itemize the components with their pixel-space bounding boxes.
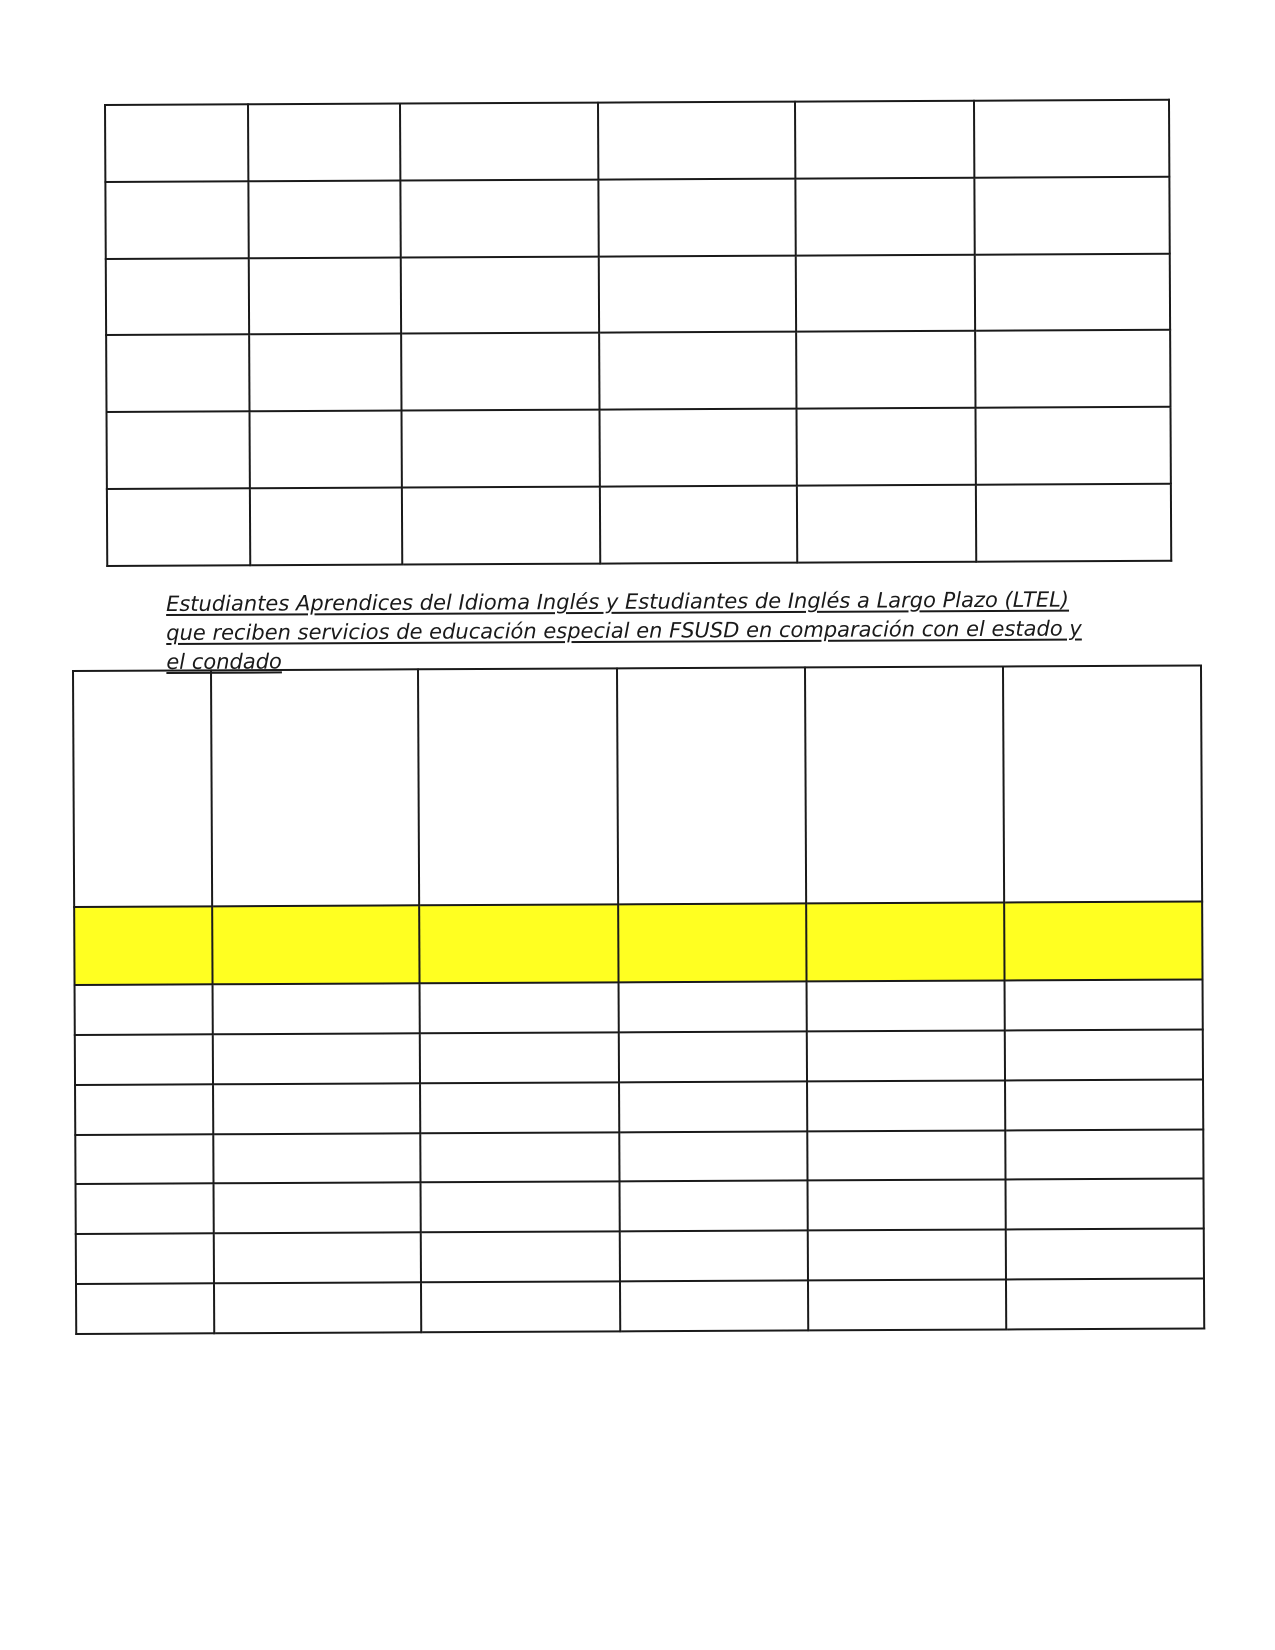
table-caption — [166, 585, 1146, 677]
header-cell — [211, 669, 419, 906]
table-row — [106, 330, 1170, 412]
table-cell — [1005, 1129, 1203, 1180]
table-cell — [75, 1084, 213, 1134]
header-cell — [73, 670, 212, 907]
table-cell — [105, 104, 248, 182]
table-cell — [400, 103, 599, 181]
table-cell — [421, 1132, 620, 1183]
table-cell — [600, 486, 796, 564]
table-row — [76, 1229, 1204, 1284]
table-cell — [213, 984, 420, 1035]
table-cell — [420, 983, 619, 1034]
table-cell — [600, 332, 796, 410]
table-cell — [421, 1232, 620, 1283]
table-cell — [599, 178, 795, 256]
table-cell — [619, 1031, 808, 1082]
table-row — [76, 1179, 1204, 1234]
table-cell — [975, 330, 1170, 408]
table-cell — [796, 485, 976, 563]
table-cell — [975, 407, 1170, 485]
table-row — [105, 177, 1169, 259]
highlighted-cell — [807, 902, 1005, 981]
table-cell — [808, 1180, 1006, 1231]
table-cell — [249, 334, 402, 412]
table-cell — [1006, 1229, 1204, 1280]
table-row — [105, 100, 1169, 182]
table-cell — [75, 1134, 213, 1184]
table-cell — [213, 1083, 420, 1134]
table-cell — [1005, 1079, 1203, 1130]
highlighted-cell — [1004, 901, 1202, 980]
header-cell — [805, 666, 1004, 903]
table-cell — [214, 1183, 421, 1234]
table-cell — [105, 181, 248, 259]
highlighted-row — [74, 901, 1202, 985]
table-cell — [807, 1080, 1005, 1131]
table-cell — [76, 1234, 214, 1284]
caption-line: el condado — [166, 649, 282, 674]
table-cell — [250, 488, 403, 566]
table-row — [107, 484, 1171, 566]
table-cell — [599, 255, 795, 333]
table-row — [75, 1029, 1203, 1084]
table-cell — [213, 1033, 420, 1084]
table-cell — [213, 1133, 420, 1184]
table-cell — [808, 1230, 1006, 1281]
table-cell — [795, 178, 975, 256]
table-cell — [76, 1283, 214, 1334]
table-cell — [401, 333, 600, 411]
upper-empty-table — [104, 99, 1172, 567]
highlighted-cell — [618, 903, 807, 982]
caption-line: que reciben servicios de educación especial en FSUSD en comparación con el estado y — [166, 616, 1082, 645]
header-cell — [1003, 665, 1202, 902]
table-cell — [214, 1233, 421, 1284]
table-cell — [107, 488, 250, 566]
table-cell — [249, 257, 402, 335]
table-cell — [401, 256, 600, 334]
table-cell — [796, 408, 976, 486]
table-cell — [808, 1130, 1006, 1181]
table-cell — [248, 180, 401, 258]
header-cell — [617, 667, 806, 904]
table-cell — [598, 102, 794, 180]
table-cell — [620, 1231, 809, 1282]
table-cell — [976, 484, 1171, 562]
table-cell — [401, 179, 600, 257]
table-row — [75, 980, 1203, 1035]
table-cell — [1005, 980, 1203, 1031]
table-cell — [620, 1280, 809, 1331]
table-cell — [1006, 1279, 1204, 1330]
highlighted-cell — [419, 904, 618, 983]
highlighted-cell — [74, 906, 212, 985]
table-cell — [106, 335, 249, 413]
table-cell — [76, 1184, 214, 1234]
table-cell — [75, 1034, 213, 1084]
table-cell — [402, 410, 601, 488]
table-row — [75, 1079, 1203, 1134]
table-cell — [975, 253, 1170, 331]
caption-line: Estudiantes Aprendices del Idioma Inglés y Estudiantes de Inglés a Largo Plazo (LTEL) — [166, 587, 1070, 616]
table-cell — [420, 1032, 619, 1083]
table-cell — [214, 1282, 421, 1333]
table-row — [107, 407, 1171, 489]
table-cell — [619, 1131, 808, 1182]
table-cell — [974, 100, 1169, 178]
table-cell — [106, 258, 249, 336]
highlighted-cell — [212, 905, 420, 984]
table-cell — [808, 1280, 1006, 1331]
table-cell — [1005, 1029, 1203, 1080]
table-cell — [248, 104, 401, 182]
table-cell — [974, 177, 1169, 255]
table-cell — [420, 1082, 619, 1133]
table-cell — [421, 1182, 620, 1233]
header-cell — [418, 668, 618, 905]
table-cell — [619, 982, 808, 1033]
table-cell — [796, 331, 976, 409]
table-cell — [421, 1281, 620, 1332]
table-cell — [107, 412, 250, 490]
table-cell — [600, 409, 796, 487]
table-cell — [795, 254, 975, 332]
table-header-row — [73, 665, 1202, 906]
table-cell — [794, 101, 974, 179]
table-row — [106, 253, 1170, 335]
table-cell — [807, 981, 1005, 1032]
table-cell — [619, 1081, 808, 1132]
table-row — [75, 1129, 1203, 1184]
lower-comparison-table — [72, 664, 1205, 1335]
table-cell — [75, 985, 213, 1035]
table-row — [76, 1279, 1204, 1334]
table-cell — [1006, 1179, 1204, 1230]
table-cell — [807, 1030, 1005, 1081]
table-cell — [620, 1181, 809, 1232]
table-cell — [402, 487, 601, 565]
table-cell — [249, 411, 402, 489]
